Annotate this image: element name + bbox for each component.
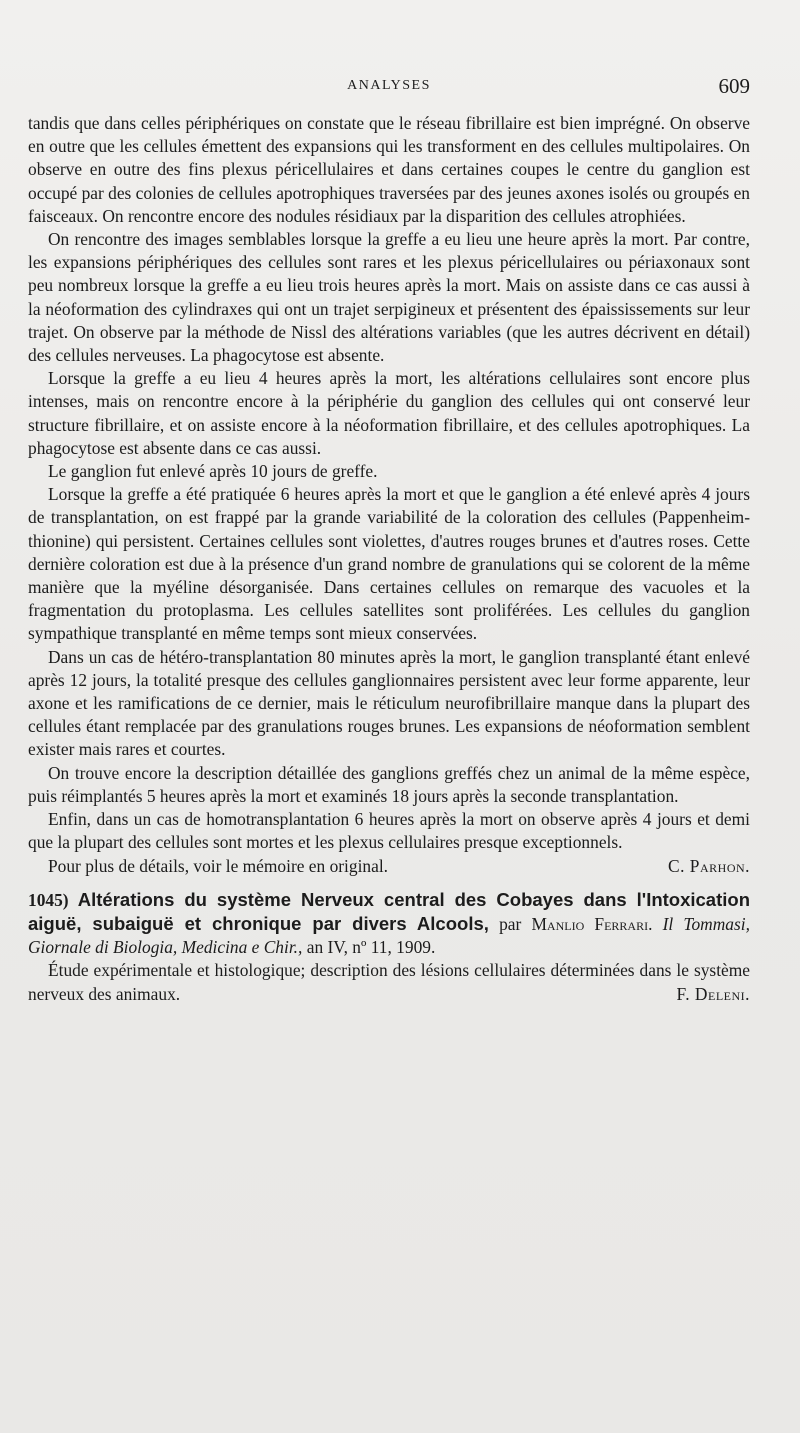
- entry-title: Altérations du système Nerveux central des Cobayes dans l'Intoxication aiguë, subaiguë et chronique par divers Alcools,: [28, 888, 750, 934]
- entry-summary-paragraph: [28, 959, 750, 1005]
- bibliography-entry: [28, 888, 750, 1006]
- entry-issue: an IV, nº 11, 1909.: [306, 937, 436, 958]
- paragraph: Lorsque la greffe a eu lieu 4 heures après la mort, les altérations cellulaires sont encore plus intenses, mais on rencontre encore à la périphérie du ganglion des cellules qui ont conservé leur structure fibrillaire, et on assiste encore à la néoformation fibrillaire, et des cellules apotrophiques. La phagocytose est absente dans ce cas aussi.: [28, 368, 750, 458]
- entry-signature: F. Deleni.: [676, 983, 750, 1004]
- closing-paragraph: [28, 855, 750, 878]
- paragraph: On rencontre des images semblables lorsque la greffe a eu lieu une heure après la mort. Par contre, les expansions périphériques des cellules sont rares et les plexus péricellulaires ou périaxonaux sont peu nombreux lorsque la greffe a eu lieu trois heures après la mort. Mais on assiste dans ce cas aussi à la néoformation des cylindraxes qui ont un trajet serpigineux et présentent des épaississements sur leur trajet. On observe par la méthode de Nissl des altérations variables (que les autres décrivent en détail) des cellules nerveuses. La phagocytose est absente.: [28, 229, 750, 366]
- article-body: [28, 112, 750, 1006]
- running-title: ANALYSES: [347, 78, 431, 93]
- paragraph: Lorsque la greffe a été pratiquée 6 heures après la mort et que le ganglion a été enlevé après 4 jours de transplantation, on est frappé par la grande variabilité de la coloration des cellules (Pappenheim-thionine) qui persistent. Certaines cellules sont violettes, d'autres rouges brunes et d'autres roses. Cette dernière coloration est due à la présence d'un grand nombre de granulations qui se colorent de la même manière que la myéline désorganisée. Dans certaines cellules on remarque des vacuoles et la fragmentation du protoplasma. Les cellules satellites sont proliférées. Les cellules du ganglion sympathique transplanté en même temps sont mieux conservées.: [28, 484, 750, 644]
- entry-by: par: [499, 913, 522, 934]
- page-number: 609: [718, 74, 750, 98]
- running-head: [28, 74, 750, 98]
- entry-source: Il Tommasi, Giornale di Biologia, Medicina e Chir.,: [28, 913, 750, 958]
- entry-summary: Étude expérimentale et histologique; description des lésions cellulaires déterminées dans le système nerveux des animaux.: [28, 960, 750, 1004]
- paragraph: Le ganglion fut enlevé après 10 jours de greffe.: [48, 461, 378, 482]
- paragraph: tandis que dans celles périphériques on constate que le réseau fibrillaire est bien imprégné. On observe en outre que les cellules émettent des expansions qui les transforment en des cellules multipolaires. On observe en outre des fins plexus péricellulaires et dans certaines coupes le centre du ganglion est occupé par des colonies de cellules apotrophiques traversées par des jeunes axones isolés ou groupés en faisceaux. On rencontre encore des nodules résidiaux par la disparition des cellules atrophiées.: [28, 113, 750, 226]
- paragraph: On trouve encore la description détaillée des ganglions greffés chez un animal de la même espèce, puis réimplantés 5 heures après la mort et examinés 18 jours après la seconde transplantation.: [28, 762, 750, 806]
- closing-text: Pour plus de détails, voir le mémoire en original.: [48, 855, 389, 876]
- entry-heading: [28, 888, 750, 960]
- entry-number: 1045): [28, 889, 69, 910]
- paragraph: Enfin, dans un cas de homotransplantation 6 heures après la mort on observe après 4 jours et demi que la plupart des cellules sont mortes et les plexus cellulaires presque exceptionnels.: [28, 809, 750, 853]
- entry-author: Manlio Ferrari.: [531, 913, 653, 934]
- paragraph: Dans un cas de hétéro-transplantation 80 minutes après la mort, le ganglion transplanté étant enlevé après 12 jours, la totalité presque des cellules ganglionnaires persistent avec leur forme apparente, leur axone et les ramifications de ce dernier, mais le réticulum neurofibrillaire manque dans la plupart des cellules étant remplacée par des granulations rouges brunes. Les expansions de néoformation semblent exister mais rares et courtes.: [28, 646, 750, 760]
- signature: C. Parhon.: [668, 855, 750, 876]
